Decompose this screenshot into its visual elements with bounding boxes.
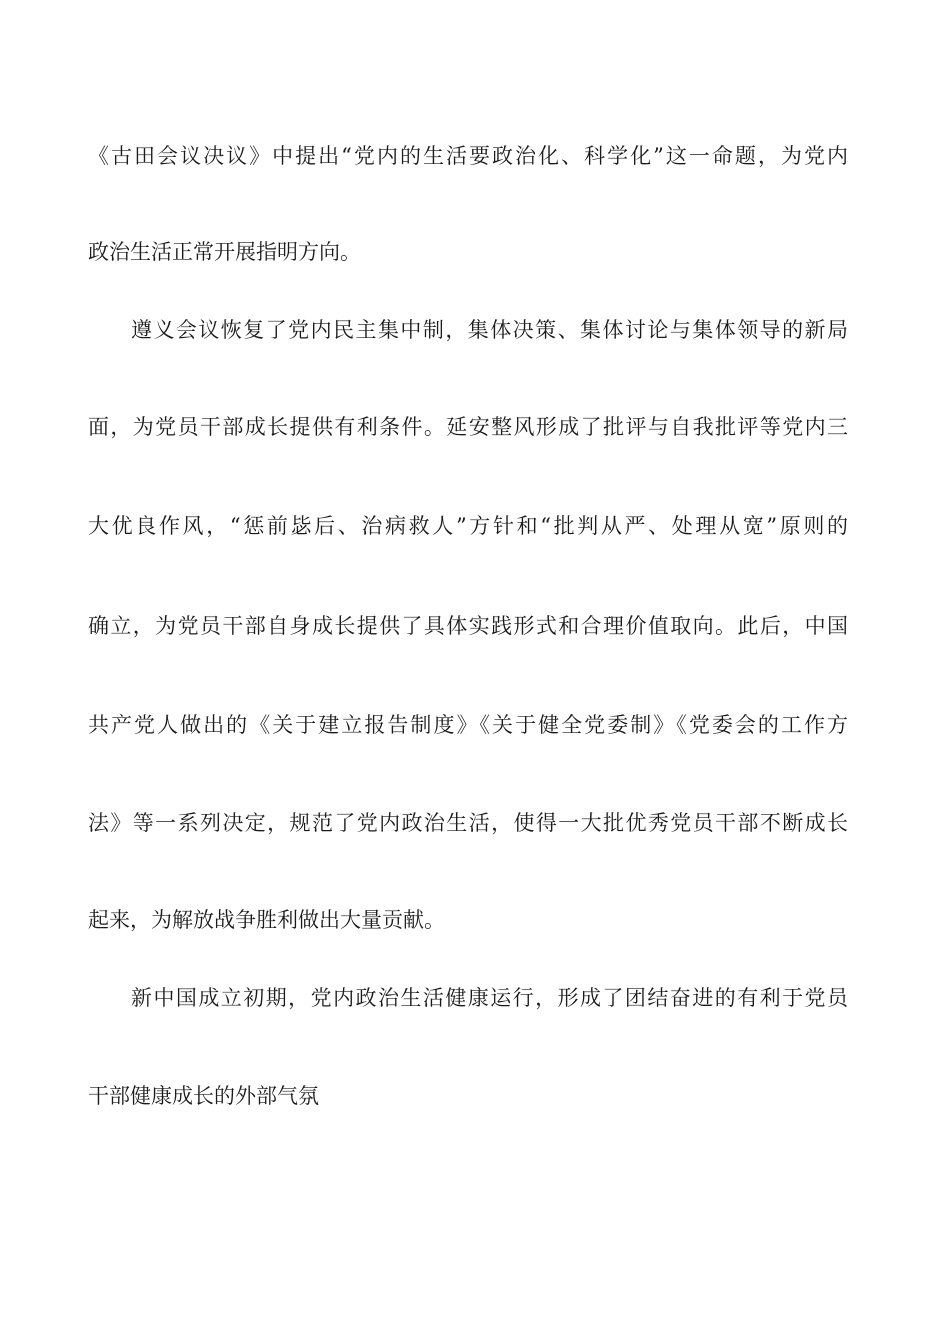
text-line: 政治生活正常开展指明方向。 (88, 240, 361, 264)
text-line: 起来，为解放战争胜利做出大量贡献。 (88, 908, 445, 932)
text-line: 确立，为党员干部自身成长提供了具体实践形式和合理价值取向。此后，中国 (88, 614, 848, 638)
text-line: 法》等一系列决定，规范了党内政治生活，使得一大批优秀党员干部不断成长 (88, 811, 848, 835)
text-line: 面，为党员干部成长提供有利条件。延安整风形成了批评与自我批评等党内三 (88, 415, 848, 439)
text-line: 共产党人做出的《关于建立报告制度》《关于健全党委制》《党委会的工作方 (88, 713, 848, 737)
text-line: 干部健康成长的外部气氛 (88, 1084, 319, 1108)
paragraph-first-line: 新中国成立初期，党内政治生活健康运行，形成了团结奋进的有利于党员 (131, 986, 848, 1010)
paragraph-first-line: 遵义会议恢复了党内民主集中制，集体决策、集体讨论与集体领导的新局 (131, 318, 848, 342)
text-line: 《古田会议决议》中提出“党内的生活要政治化、科学化”这一命题，为党内 (88, 144, 848, 168)
text-line: 大优良作风，“惩前毖后、治病救人”方针和“批判从严、处理从宽”原则的 (88, 514, 848, 538)
